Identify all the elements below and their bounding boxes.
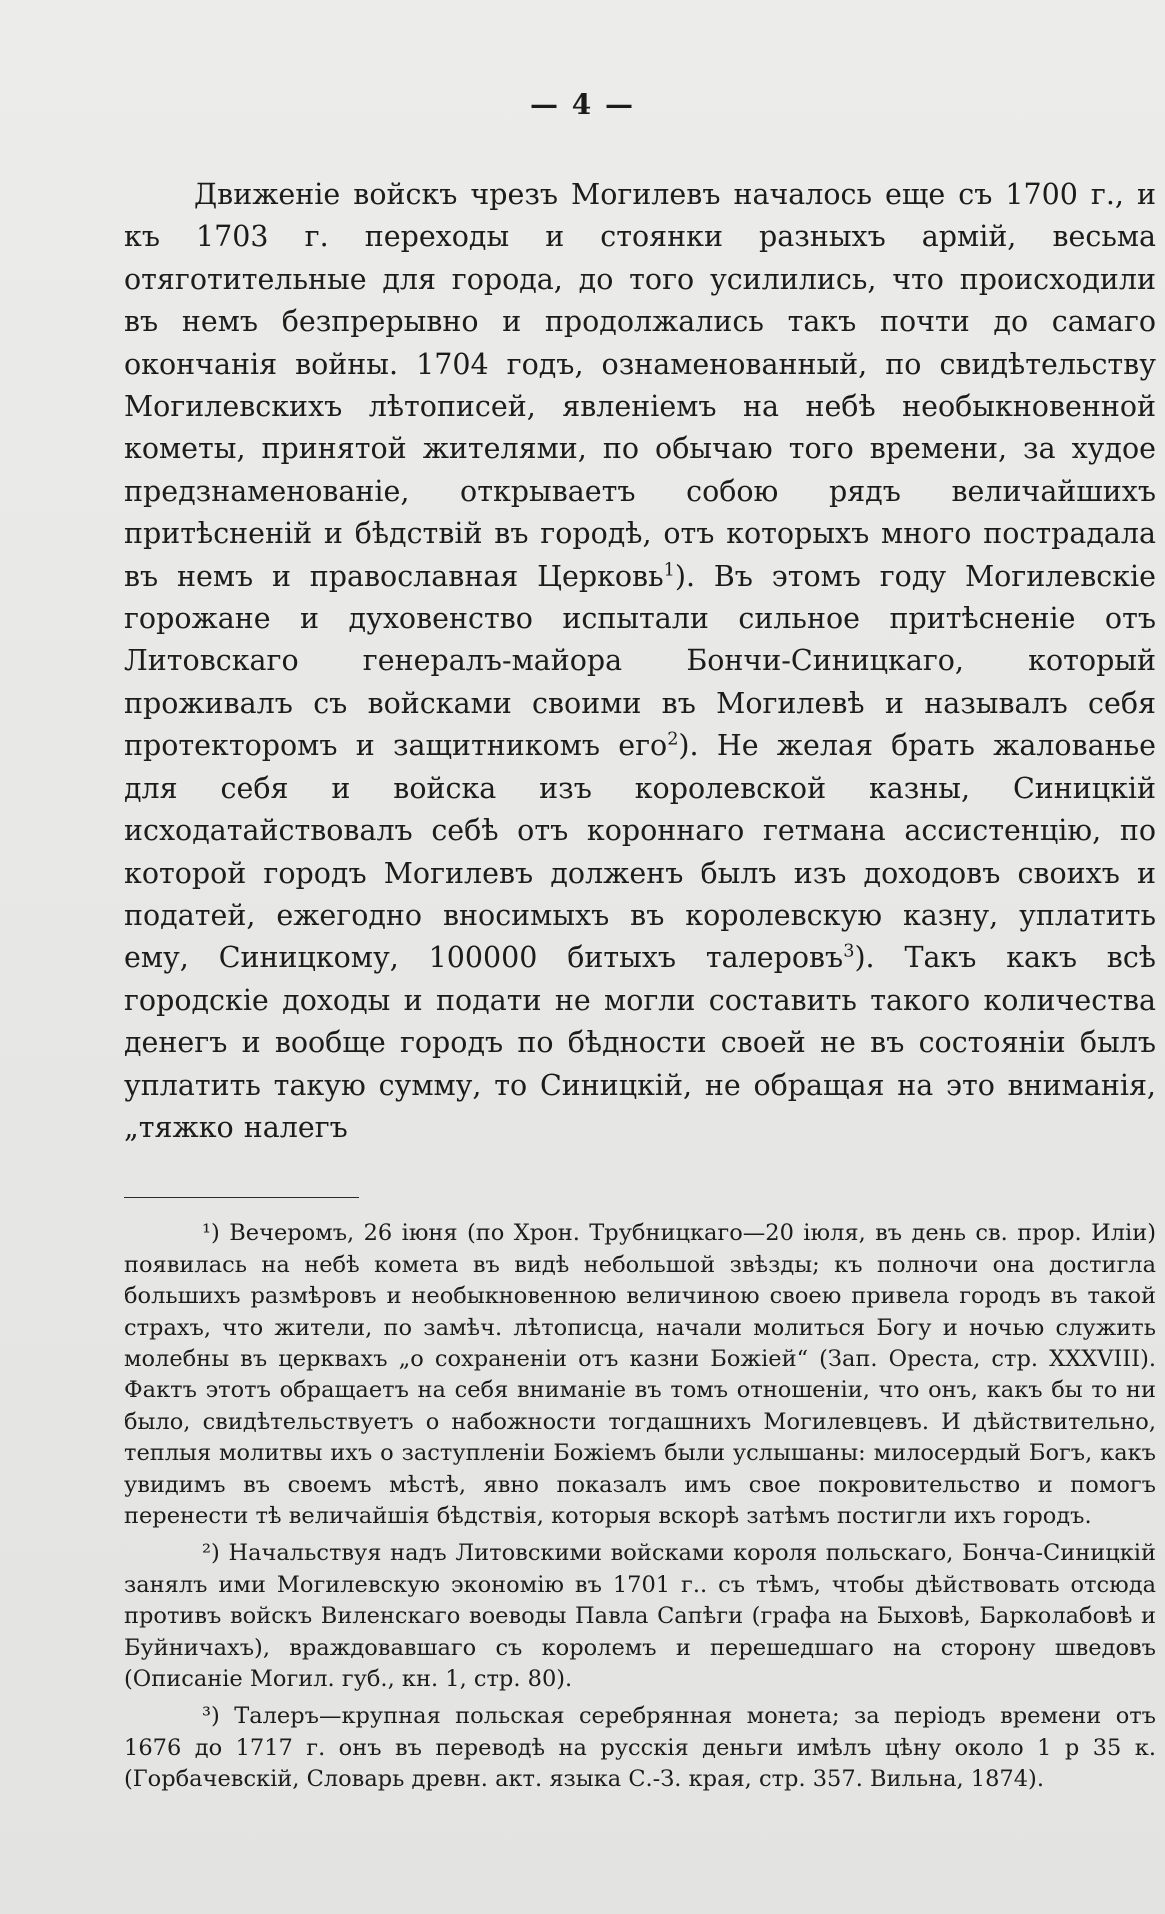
footnotes — [124, 1218, 1156, 1795]
footnote-ref-3[interactable]: 3 — [843, 941, 855, 962]
footnote-mark: ¹ — [202, 1220, 212, 1247]
main-text-part-1: Движеніе войскъ чрезъ Могилевъ началось еще съ 1700 г., и къ 1703 г. переходы и стоянки разныхъ армій, весьма отяготительные для города, до того усилились, что происходили въ немъ безпрерывно и продолжались такъ почти до самаго окончанія войны. 1704 годъ, ознаменованный, по свидѣтельству Могилевскихъ лѣтописей, явленіемъ на небѣ необыкновенной кометы, принятой жителями, по обычаю того времени, за худое предзнаменованіе, открываетъ собою рядъ величайшихъ притѣсненій и бѣдствій въ городѣ, отъ которыхъ много пострадала въ немъ и православная Церковь — [124, 178, 1156, 593]
footnote-text: ) Начальствуя надъ Литовскими войсками короля польскаго, Бонча-Синицкій занялъ ими Могилевскую экономію въ 1701 г.. съ тѣмъ, чтобы дѣйствовать отсюда противъ войскъ Виленскаго воеводы Павла Сапѣги (графа на Быховѣ, Барколабовѣ и Буйничахъ), враждовавшаго съ королемъ и перешедшаго на сторону шведовъ (Описаніе Могил. губ., кн. 1, стр. 80). — [124, 1540, 1156, 1693]
footnote-ref-1[interactable]: 1 — [663, 560, 675, 581]
main-paragraph — [124, 174, 1156, 1149]
footnote-2 — [124, 1538, 1156, 1695]
footnote-divider — [124, 1197, 359, 1198]
footnote-1 — [124, 1218, 1156, 1532]
footnote-ref-2[interactable]: 2 — [667, 729, 679, 750]
main-text-part-2: ). Въ этомъ году Могилевскіе горожане и духовенство испытали сильное притѣсненіе отъ Литовскаго генералъ-майора Бончи-Синицкаго, который проживалъ съ войсками своими въ Могилевѣ и называлъ себя протекторомъ и защитникомъ его — [124, 559, 1156, 763]
footnote-text: ) Талеръ—крупная польская серебрянная монета; за періодъ времени отъ 1676 до 1717 г. онъ въ переводѣ на русскія деньги имѣлъ цѣну около 1 р 35 к. (Горбачевскій, Словарь древн. акт. языка С.-З. края, стр. 357. Вильна, 1874). — [124, 1703, 1156, 1793]
main-text — [124, 174, 1156, 1149]
footnote-mark: ³ — [202, 1703, 212, 1730]
footnote-mark: ² — [202, 1540, 212, 1567]
page-number: — 4 — — [530, 88, 635, 121]
main-text-part-3: ). Не желая брать жалованье для себя и войска изъ королевской казны, Синицкій исходатайствовалъ себѣ отъ короннаго гетмана ассистенцію, по которой городъ Могилевъ долженъ былъ изъ доходовъ своихъ и податей, ежегодно вносимыхъ въ королевскую казну, уплатить ему, Синицкому, 100000 битыхъ талеровъ — [124, 729, 1156, 975]
footnote-3 — [124, 1701, 1156, 1795]
footnote-text: ) Вечеромъ, 26 іюня (по Хрон. Трубницкаго—20 іюля, въ день св. прор. Иліи) появилась на небѣ комета въ видѣ небольшой звѣзды; къ полночи она достигла большихъ размѣровъ и необыкновенною величиною своею привела городъ въ такой страхъ, что жители, по замѣч. лѣтописца, начали молиться Богу и ночью служить молебны въ церквахъ „о сохраненіи отъ казни Божіей“ (Зап. Ореста, стр. XXXVIII). Фактъ этотъ обращаетъ на себя вниманіе въ томъ отношеніи, что онъ, какъ бы то ни было, свидѣтельствуетъ о набожности тогдашнихъ Могилевцевъ. И дѣйствительно, теплыя молитвы ихъ о заступленіи Божіемъ были услышаны: милосердый Богъ, какъ увидимъ въ своемъ мѣстѣ, явно показалъ имъ свое покровительство и помогъ перенести тѣ величайшія бѣдствія, которыя вскорѣ затѣмъ постигли ихъ городъ. — [124, 1220, 1156, 1529]
main-text-part-4: ). Такъ какъ всѣ городскіе доходы и подати не могли составить такого количества денегъ и вообще городъ по бѣдности своей не въ состояніи былъ уплатить такую сумму, то Синицкій, не обращая на это вниманія, „тяжко налегъ — [124, 941, 1156, 1144]
